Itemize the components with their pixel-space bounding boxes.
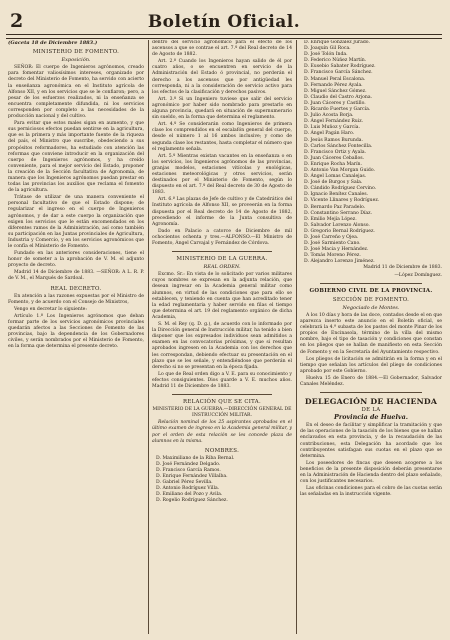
list-item: D. Francisco Ortiz y Ayala. <box>304 149 367 155</box>
list-item: D. Rogelio Rodríguez Sánchez. <box>156 498 228 504</box>
paragraph: En el deseo de facilitar y simplificar la tramitación y que de las operaciones de la tasación de los bienes que se hallan enclavados en esta provincia, y de la recaudación de las contribuciones, esta Delegación ha acordado que los contribuyentes satisfagan sus cuotas en el plazo que se determina. <box>300 423 442 459</box>
list-item: D. Francisco García Sánchez. <box>304 70 373 76</box>
date-line: Madrid 11 de Diciembre de 1883. <box>363 265 442 271</box>
paragraph: SEÑOR: El cuerpo de Ingenieros agrónomos, creado para fomentar valiosísimos intereses, organizado por decreto del Ministerio de Fomento, ha servido con acierto la enseñanza agronómica en el Instituto agrícola de Alfonso XII, y en los servicios que se le confiaron; pero, a pesar de los esfuerzos realizados, ni la enseñanza se encuentra completamente difundida, ni los servicios corresponden por completo a las necesidades de la producción nacional y del cultivo. <box>8 65 144 120</box>
ministry-heading: MINISTERIO DE FOMENTO. <box>32 49 120 56</box>
decree-heading: REAL DECRETO. <box>50 285 102 292</box>
paragraph: Artículo 1.º Los Ingenieros agrónomos que deban formar parte de los servicios agronómicos provinciales quedarán afectos a las Secciones de Fomento de las provincias, bajo la dependencia de los Gobernadores civiles, y serán nombrados por el Ministerio de Fomento, en la forma que determina el presente decreto. <box>8 313 144 350</box>
list-item: D. José Sarmiento Cano. <box>304 241 361 247</box>
list-item: D. Enrique Rocha Marín. <box>304 161 362 167</box>
list-item: D. Claudio del Castro Arjona. <box>304 94 373 100</box>
list-item: D. José Macia y Hernández. <box>304 247 369 253</box>
list-item: D. Julio Acosta Borja. <box>304 113 354 119</box>
paragraph: Huelva 15 de Enero de 1884.—El Gobernador, Salvador Canales Meléndez. <box>300 375 442 387</box>
list-item: D. Vicente Llinares y Rodríguez. <box>304 198 380 204</box>
column-2 <box>152 40 292 636</box>
paragraph: Art. 3.º Si un Ingeniero tuviese que salir del servicio agronómico por haber sido nombrado para prestarlo en alguna provincia, quedará en situación de supernumerario sin sueldo, en la forma que determina el reglamento. <box>152 96 292 121</box>
list-item: D. Ángel Pagán Haro. <box>304 131 355 137</box>
paragraph: Los poseedores de fincas que deseen acogerse a los beneficios de la presente disposición deberán presentarse en la Administración de Hacienda dentro del plazo señalado, con los justificantes necesarios. <box>300 460 442 485</box>
ministry-heading: MINISTERIO DE LA GUERRA. <box>176 256 268 263</box>
delegation-heading: DELEGACIÓN DE HACIENDA <box>304 397 438 407</box>
list-item: D. Tomás Moreno Pérez. <box>304 253 361 259</box>
column-3 <box>300 40 442 636</box>
relation-heading: RELACIÓN QUE SE CITA. <box>183 399 261 406</box>
paragraph: Art. 6.º Las plazas de Jefe de cultivo y de Catedrático del Instituto agrícola de Alfonso XII, se proveerán en la forma dispuesta por el Real decreto de 14 de Agosto de 1882, precediendo el informe de la Junta consultiva de Agronomía. <box>152 197 292 227</box>
list-item: D. José Fernández Delgado. <box>156 461 221 467</box>
paragraph: Fundado en las anteriores consideraciones, tiene el honor de someter a la aprobación de V. M. el adjunto proyecto de decreto. <box>8 251 144 269</box>
page-header <box>4 10 444 34</box>
list-item: D. José Carreño y Ojea. <box>304 235 359 240</box>
section-divider <box>172 251 272 252</box>
list-item: D. Luis Muñoz y García. <box>304 125 360 131</box>
government-heading: GOBIERNO CIVIL DE LA PROVINCIA. <box>309 287 433 294</box>
paragraph: S. M. el Rey (q. D. g.), de acuerdo con lo informado por la Dirección general de Instrucción militar, ha tenido a bien disponer que los expresados individuos sean admitidos a examen en las convocatorias próximas, y que si resultan aprobados ingresen en la Academia con los derechos que les correspondan, debiendo efectuar su presentación en el plazo que se les señale, y entendiéndose que perderán el derecho si no se presentan en la época fijada. <box>152 322 292 370</box>
list-item: D. Bernardo Paz Paradelo. <box>304 204 366 210</box>
list-item: D. Manuel Peral Escalona. <box>304 76 366 82</box>
list-item: D. Carlos Sánchez Fontecilla. <box>304 143 373 149</box>
list-item: D. Juan Cáceres y Castillo. <box>304 100 366 106</box>
relation-subheading: MINISTERIO DE LA GUERRA.—DIRECCIÓN GENERAL DE INSTRUCCIÓN MILITAR. <box>152 407 292 419</box>
section-heading: Exposición. <box>61 57 91 64</box>
signature: —López Domínguez. <box>394 272 442 278</box>
list-item: D. Enrique González Jurado. <box>304 40 370 45</box>
delegation-of: DE LA <box>361 407 381 414</box>
section-subheading: SECCIÓN DE FOMENTO. <box>332 296 410 303</box>
relation-intro: Relación nominal de los 25 aspirantes aprobados en el último examen de ingreso en la Academia general militar, y por el orden de esta relación se les concede plaza de alumnos en la misma. <box>152 420 292 444</box>
section-divider <box>172 394 272 395</box>
list-item: D. Fernando Pérez Ayala. <box>304 82 363 88</box>
paragraph: Para evitar que estos males sigan en aumento, y que sus perniciosos efectos puedan sentirse en la agricultura, que es la primera y más importante fuente de la riqueza del país, el Ministro que suscribe, obedeciendo a sus propósitos reformadores, ha estudiado con atención las reformas que conviene introducir en la organización del cuerpo de Ingenieros agrónomos, y ha creído conveniente, para el mejor servicio del Estado, proponer la creación de la Sección facultativa de Agronomía, de manera que los Ingenieros agrónomos puedan prestar en todas las provincias los auxilios que reclama el fomento de la agricultura. <box>8 121 144 194</box>
section-divider <box>320 392 422 393</box>
list-item: D. Gabriel Pérez Sevilla. <box>156 480 213 486</box>
list-item: D. Eusebio Sabater Rodríguez. <box>304 64 376 70</box>
paragraph: dentro del servicio agronómico para el efecto de los ascensos a que se contrae el art. 7.º del Real decreto de 14 de Agosto de 1882. <box>152 40 292 58</box>
paragraph: Las oficinas condiciones para el cobro de las cuotas serán las señaladas en la instrucción vigente. <box>300 486 442 498</box>
list-item: D. Ricardo Fuertes y García. <box>304 107 371 113</box>
paragraph: Los pliegos de licitación se admitirán en la forma y en el tiempo que señalan los artículos del pliego de condiciones aprobado por este Gobierno. <box>300 356 442 374</box>
list-item: D. Joaquín Gil Roca. <box>304 46 351 52</box>
column-divider <box>148 40 149 634</box>
paragraph: Excmo. Sr.: En vista de lo solicitado por varios militares cuyos nombres se expresan en la adjunta relación, que desean ingresar en la Academia general militar como alumnos, en virtud de las condiciones que para ello se establecen, y teniendo en cuenta que han acreditado tener la edad reglamentaria y haber servido en filas el tiempo que determina el art. 19 del reglamento orgánico de dicha Academia, <box>152 272 292 320</box>
list-item: D. Maximiliano de la Riba Bernal. <box>156 455 235 461</box>
list-item: D. Federico Núñez Martín. <box>304 58 367 64</box>
list-item: D. José de Burgos y Sala. <box>304 180 363 186</box>
list-item: D. Antonio Van Morgan Guido. <box>304 167 375 173</box>
list-item: D. Cándido Rodríguez Cervino. <box>304 186 377 192</box>
paragraph: Vengo en decretar lo siguiente: <box>14 306 87 312</box>
paragraph: Madrid 14 de Diciembre de 1883. —SEÑOR: A L. R. P. de V. M., el Marqués de Sardoal. <box>8 270 144 282</box>
gazette-dateline: (Gaceta 18 de Diciembre 1883.) <box>8 40 98 46</box>
list-item: D. Emiliano del Pozo y Avila. <box>156 492 223 498</box>
list-item: D. José Tolón Inda. <box>304 52 348 58</box>
paragraph: Art. 5.º Mientras existan vacantes en la enseñanza o en los servicios, los Ingenieros agrónomos de las provincias, granjas modelos, estaciones vitícolas y enológicas, estaciones meteorológicas y otros servicios, serán destinados por el Ministerio de Fomento, según lo dispuesto en el art. 7.º del Real decreto de 30 de Agosto de 1883. <box>152 153 292 196</box>
list-item: D. Miguel Sánchez Gómez. <box>304 88 367 94</box>
list-item: D. Constantino Serrano Díaz. <box>304 210 373 216</box>
paragraph: Dado en Palacio a catorce de Diciembre de mil ochocientos ochenta y tres.—ALFONSO.—El Ministro de Fomento, Ángel Carvajal y Fernández de Córdova. <box>152 228 292 246</box>
list-item: D. Francisco García Ramos. <box>156 468 221 473</box>
list-item: D. Enrique Fernández Villalba. <box>156 474 228 480</box>
list-item: D. Ángel Lomas Canalejas. <box>304 174 367 180</box>
paragraph: Trátase de utilizar de una manera conveniente el personal facultativo de que el Estado dispone; de regularizar el ingreso en el cuerpo de Ingenieros agrónomos, y de dar a este cuerpo la organización que exigen los servicios que le están encomendados en los diferentes ramos de la Administración, así como también su participación en las Juntas provinciales de Agricultura, Industria y Comercio, y en los servicios agronómicos que le confía el Ministerio de Fomento. <box>8 195 144 249</box>
order-heading: REAL ORDEN. <box>203 264 241 271</box>
header-rule <box>6 34 442 39</box>
province-heading: Provincia de Huelva. <box>334 413 408 422</box>
newspaper-title: Boletín Oficial. <box>147 12 301 32</box>
column-1 <box>8 40 144 636</box>
list-item: D. Salvador Lorenzo Alonso. <box>304 222 370 228</box>
names-heading: NOMBRES. <box>204 447 240 454</box>
paragraph: A los 10 días y hora de las doce, contados desde el en que aparezca inserto este anuncio en el Boletín oficial, se celebrará la 4.ª subasta de los pastos del monte Pinar de los propios de Encinasola, término de la villa del mismo nombre, bajo el tipo de tasación y condiciones que constan en los pliegos que se hallan de manifiesto en esta Sección de Fomento y en la Secretaría del Ayuntamiento respectivo. <box>300 312 442 355</box>
column-divider <box>296 40 297 634</box>
list-item: D. Antonio Rodríguez Villa. <box>156 486 220 492</box>
page-number: 2 <box>10 10 24 32</box>
list-item: D. Juan Cáceres Ceballos. <box>304 155 365 161</box>
names-list <box>300 40 442 265</box>
paragraph: Lo que de Real orden digo a V. E. para su conocimiento y efectos consiguientes. Dios guarde a V. E. muchos años. Madrid 11 de Diciembre de 1883. <box>152 371 292 389</box>
list-item: D. Ignacio Benítez Canales. <box>304 192 369 198</box>
section-divider <box>320 283 422 284</box>
list-item: D. Jesús Ramos Burunda. <box>304 137 363 143</box>
list-item: D. Alejandro Lorenzo Jiménez. <box>304 259 375 265</box>
list-item: D. Emilio Mejía López. <box>304 216 357 222</box>
negociado-heading: Negociado de Montes. <box>342 304 400 311</box>
paragraph: Art. 2.º Cuando los Ingenieros hayan salido de él por cuatro años, o se encuentren en servicio de la Administración del Estado ó provincial, no perderán el derecho a los ascensos que por antigüedad les corresponda, ni a la consideración de servicio activo para los efectos de la clasificación y derechos pasivos. <box>152 59 292 95</box>
list-item: D. Ángel Fernández Ruiz. <box>304 119 364 125</box>
paragraph: Art. 4.º Se considerarán como Ingenieros de primera clase los comprendidos en el escalafón general del cuerpo, desde el número 1 al 16 ambos inclusive; y como de segunda clase los restantes, hasta completar el número que el reglamento señala. <box>152 122 292 152</box>
paragraph: En atención a las razones expuestas por el Ministro de Fomento, y de acuerdo con el Consejo de Ministros, <box>8 293 144 305</box>
list-item: D. Gregorio Bernal Rodríguez. <box>304 228 375 234</box>
